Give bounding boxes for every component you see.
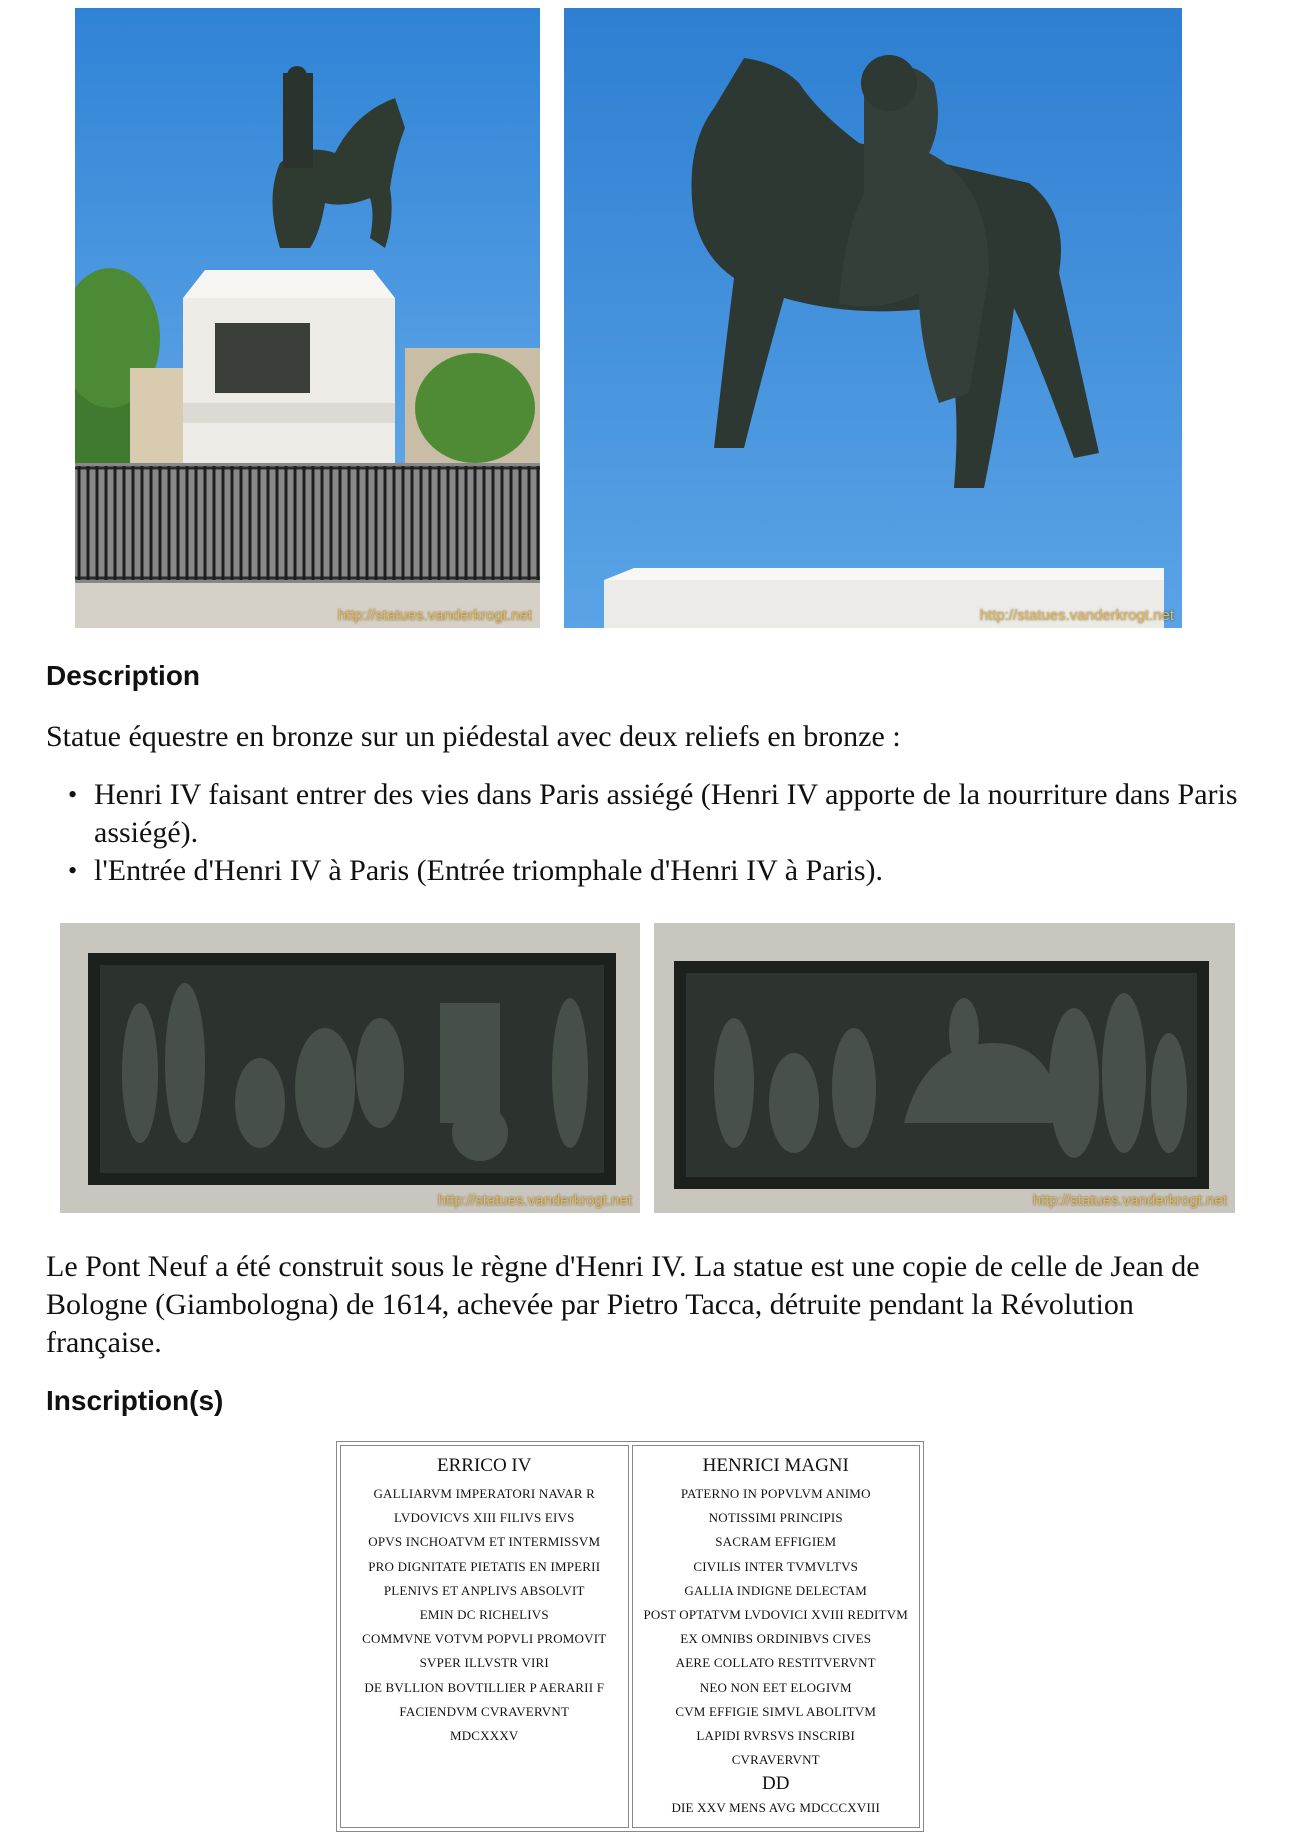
- inscription-left-title: ERRICO IV: [437, 1455, 532, 1476]
- relief-photo-entry-into-paris: [654, 923, 1235, 1213]
- pont-neuf-paragraph: Le Pont Neuf a été construit sous le règne d'Henri IV. La statue est une copie de celle de Jean de Bologne (Giambologna) de 1614, achevée par Pietro Tacca, détruite pendant la Révolution française.: [46, 1250, 1200, 1359]
- inscription-left-lines: [345, 1482, 624, 1748]
- photo-credit[interactable]: http://statues.vanderkrogt.net: [979, 607, 1174, 624]
- inscription-line: MDCXXXV: [449, 1728, 519, 1744]
- inscription-line: GALLIA INDIGNE DELECTAM: [684, 1582, 868, 1598]
- inscription-line: EMIN DC RICHELIVS: [419, 1607, 549, 1623]
- equestrian-statue-closeup-photo: [564, 8, 1182, 628]
- description-heading: Description: [46, 660, 201, 691]
- inscription-line: COMMVNE VOTVM POPVLI PROMOVIT: [362, 1631, 607, 1647]
- inscription-right-lines: [637, 1482, 916, 1772]
- inscription-line: PRO DIGNITATE PIETATIS EN IMPERII: [368, 1558, 601, 1574]
- relief-photo-food-into-paris: [60, 923, 640, 1213]
- inscription-line: LAPIDI RVRSVS INSCRIBI: [696, 1728, 856, 1744]
- inscription-right-cell: [632, 1445, 921, 1828]
- inscription-line: GALLIARVM IMPERATORI NAVAR R: [373, 1486, 596, 1501]
- inscription-line: CIVILIS INTER TVMVLTVS: [693, 1558, 859, 1574]
- inscription-line: CVM EFFIGIE SIMVL ABOLITVM: [675, 1703, 877, 1719]
- inscription-date: DIE XXV MENS AVG MDCCCXVIII: [671, 1800, 881, 1816]
- inscription-line: EX OMNIBS ORDINIBVS CIVES: [680, 1631, 872, 1647]
- relief-list: [46, 776, 1246, 890]
- inscription-left-cell: [340, 1445, 629, 1828]
- description-intro: Statue équestre en bronze sur un piédestal avec deux reliefs en bronze :: [46, 720, 901, 753]
- inscription-line: NOTISSIMI PRINCIPIS: [708, 1510, 843, 1526]
- inscription-line: POST OPTATVM LVDOVICI XVIII REDITVM: [643, 1607, 909, 1623]
- inscription-right-title: HENRICI MAGNI: [702, 1455, 849, 1476]
- inscription-line: NEO NON EET ELOGIVM: [699, 1679, 852, 1695]
- inscription-dd: DD: [762, 1773, 790, 1795]
- inscription-line: DE BVLLION BOVTILLIER P AERARII F: [364, 1679, 605, 1695]
- inscription-line: CVRAVERVNT: [731, 1752, 820, 1768]
- inscription-table: [336, 1441, 924, 1832]
- inscription-line: FACIENDVM CVRAVERVNT: [399, 1703, 570, 1719]
- inscription-line: AERE COLLATO RESTITVERVNT: [675, 1655, 876, 1671]
- statue-pedestal-photo: [75, 8, 540, 628]
- list-item: • Henri IV faisant entrer des vies dans Paris assiégé (Henri IV apporte de la nourriture dans Paris assiégé).: [46, 776, 1246, 852]
- photo-credit[interactable]: http://statues.vanderkrogt.net: [1032, 1192, 1227, 1209]
- inscription-line: PLENIVS ET ANPLIVS ABSOLVIT: [383, 1582, 585, 1598]
- inscriptions-heading: Inscription(s): [46, 1385, 224, 1416]
- inscription-line: PATERNO IN POPVLVM ANIMO: [680, 1486, 871, 1501]
- photo-credit[interactable]: http://statues.vanderkrogt.net: [437, 1192, 632, 1209]
- inscription-line: OPVS INCHOATVM ET INTERMISSVM: [368, 1534, 601, 1550]
- inscription-line: SVPER ILLVSTR VIRI: [419, 1655, 549, 1671]
- inscription-line: SACRAM EFFIGIEM: [715, 1534, 837, 1550]
- inscription-line: LVDOVICVS XIII FILIVS EIVS: [393, 1510, 575, 1526]
- list-item: • l'Entrée d'Henri IV à Paris (Entrée triomphale d'Henri IV à Paris).: [46, 852, 1246, 890]
- photo-credit[interactable]: http://statues.vanderkrogt.net: [337, 607, 532, 624]
